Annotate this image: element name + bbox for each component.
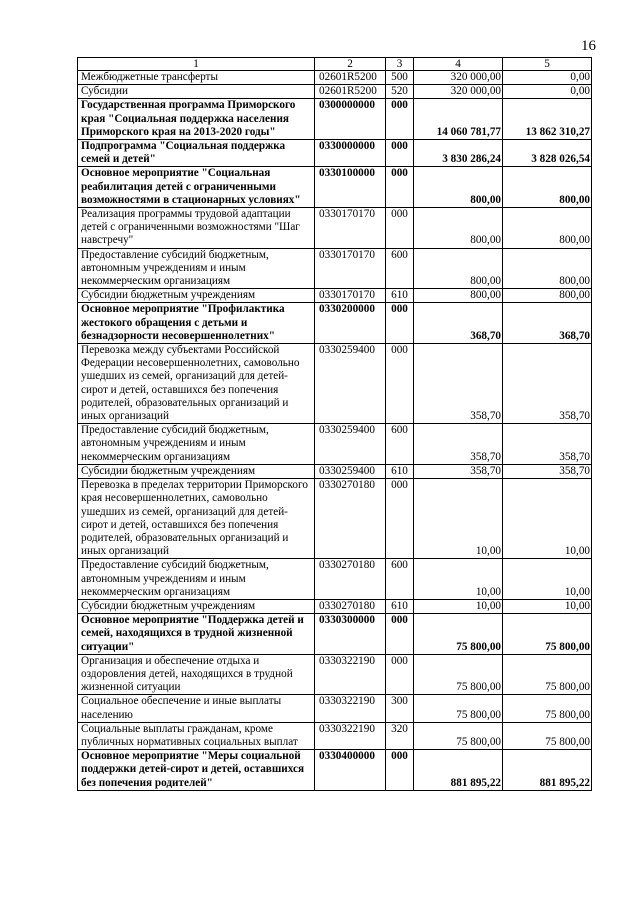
row-amount-col5-cell: 75 800,00: [503, 654, 592, 695]
header-cell: 5: [503, 58, 592, 71]
row-name-cell: Подпрограмма "Социальная поддержка семей и детей": [78, 140, 315, 167]
row-code-cell: 0330322190: [315, 695, 386, 722]
row-type-cell: 000: [386, 208, 414, 249]
table-row: [78, 695, 592, 722]
row-amount-col4-cell: 358,70: [414, 424, 503, 465]
row-code-cell: 0330000000: [315, 140, 386, 167]
row-amount-col4-cell: 10,00: [414, 559, 503, 600]
row-amount-col5-cell: 358,70: [503, 344, 592, 424]
row-amount-col5-cell: 800,00: [503, 167, 592, 208]
row-code-cell: 0330100000: [315, 167, 386, 208]
row-name-cell: Основное мероприятие "Меры социальной поддержки детей-сирот и детей, оставшихся без попечения родителей": [78, 750, 315, 791]
row-name-cell: Основное мероприятие "Поддержка детей и семей, находящихся в трудной жизненной ситуации": [78, 614, 315, 655]
table-row: [78, 208, 592, 249]
row-amount-col5-cell: 800,00: [503, 208, 592, 249]
row-name-cell: Субсидии бюджетным учреждениям: [78, 464, 315, 478]
row-amount-col5-cell: 75 800,00: [503, 614, 592, 655]
row-type-cell: 610: [386, 289, 414, 303]
row-code-cell: 0330270180: [315, 559, 386, 600]
row-amount-col5-cell: 800,00: [503, 248, 592, 289]
row-name-cell: Социальное обеспечение и иные выплаты населению: [78, 695, 315, 722]
row-name-cell: Реализация программы трудовой адаптации детей с ограниченными возможностями "Шаг навстречу": [78, 208, 315, 249]
row-name-cell: Основное мероприятие "Социальная реабилитация детей с ограниченными возможностями в стационарных условиях": [78, 167, 315, 208]
row-amount-col4-cell: 14 060 781,77: [414, 99, 503, 140]
row-name-cell: Социальные выплаты гражданам, кроме публичных нормативных социальных выплат: [78, 722, 315, 749]
row-amount-col4-cell: 75 800,00: [414, 614, 503, 655]
table-row: [78, 464, 592, 478]
row-name-cell: Основное мероприятие "Профилактика жестокого обращения с детьми и безнадзорности несовершеннолетних": [78, 303, 315, 344]
row-code-cell: 0330270180: [315, 479, 386, 559]
table-row: [78, 140, 592, 167]
row-amount-col5-cell: 0,00: [503, 71, 592, 85]
row-code-cell: 02601R5200: [315, 85, 386, 99]
row-code-cell: 0330300000: [315, 614, 386, 655]
table-row: [78, 99, 592, 140]
row-name-cell: Субсидии бюджетным учреждениям: [78, 289, 315, 303]
row-name-cell: Предоставление субсидий бюджетным, автономным учреждениям и иным некоммерческим организациям: [78, 248, 315, 289]
row-code-cell: 0330259400: [315, 464, 386, 478]
row-amount-col5-cell: 3 828 026,54: [503, 140, 592, 167]
row-type-cell: 610: [386, 599, 414, 613]
row-amount-col4-cell: 800,00: [414, 208, 503, 249]
table-row: [78, 303, 592, 344]
row-name-cell: Предоставление субсидий бюджетным, автономным учреждениям и иным некоммерческим организациям: [78, 559, 315, 600]
row-amount-col5-cell: 800,00: [503, 289, 592, 303]
table-row: [78, 289, 592, 303]
row-type-cell: 000: [386, 99, 414, 140]
row-amount-col4-cell: 10,00: [414, 599, 503, 613]
row-code-cell: 0330170170: [315, 208, 386, 249]
row-code-cell: 0330400000: [315, 750, 386, 791]
row-code-cell: 0330270180: [315, 599, 386, 613]
row-type-cell: 000: [386, 479, 414, 559]
row-type-cell: 600: [386, 559, 414, 600]
header-cell: 3: [386, 58, 414, 71]
row-type-cell: 000: [386, 750, 414, 791]
table-row: [78, 614, 592, 655]
table-row: [78, 71, 592, 85]
row-type-cell: 000: [386, 654, 414, 695]
row-name-cell: Субсидии: [78, 85, 315, 99]
row-type-cell: 600: [386, 424, 414, 465]
row-amount-col4-cell: 800,00: [414, 167, 503, 208]
row-type-cell: 610: [386, 464, 414, 478]
table-row: [78, 479, 592, 559]
table-row: [78, 85, 592, 99]
row-name-cell: Государственная программа Приморского края "Социальная поддержка населения Приморского края на 2013-2020 годы": [78, 99, 315, 140]
header-cell: 2: [315, 58, 386, 71]
row-type-cell: 000: [386, 614, 414, 655]
row-name-cell: Межбюджетные трансферты: [78, 71, 315, 85]
header-cell: 4: [414, 58, 503, 71]
row-name-cell: Организация и обеспечение отдыха и оздоровления детей, находящихся в трудной жизненной ситуации: [78, 654, 315, 695]
row-amount-col4-cell: 320 000,00: [414, 71, 503, 85]
row-amount-col4-cell: 10,00: [414, 479, 503, 559]
row-amount-col5-cell: 75 800,00: [503, 695, 592, 722]
row-amount-col5-cell: 358,70: [503, 424, 592, 465]
row-code-cell: 0300000000: [315, 99, 386, 140]
row-code-cell: 0330259400: [315, 424, 386, 465]
row-name-cell: Перевозка в пределах территории Приморского края несовершеннолетних, самовольно ушедших из семей, организаций для детей-сирот и детей, оставшихся без попечения родителей, образовательных организаций и иных организаций: [78, 479, 315, 559]
row-amount-col4-cell: 800,00: [414, 248, 503, 289]
table-row: [78, 344, 592, 424]
row-type-cell: 000: [386, 140, 414, 167]
row-amount-col5-cell: 10,00: [503, 599, 592, 613]
row-amount-col5-cell: 13 862 310,27: [503, 99, 592, 140]
row-code-cell: 0330170170: [315, 289, 386, 303]
table-body: [78, 71, 592, 791]
table-row: [78, 750, 592, 791]
row-code-cell: 0330322190: [315, 654, 386, 695]
row-amount-col4-cell: 75 800,00: [414, 654, 503, 695]
row-name-cell: Предоставление субсидий бюджетным, автономным учреждениям и иным некоммерческим организациям: [78, 424, 315, 465]
table-row: [78, 599, 592, 613]
row-amount-col5-cell: 0,00: [503, 85, 592, 99]
row-code-cell: 0330170170: [315, 248, 386, 289]
row-amount-col5-cell: 10,00: [503, 559, 592, 600]
row-code-cell: 0330200000: [315, 303, 386, 344]
row-amount-col4-cell: 320 000,00: [414, 85, 503, 99]
row-type-cell: 000: [386, 303, 414, 344]
row-amount-col4-cell: 358,70: [414, 344, 503, 424]
row-amount-col5-cell: 881 895,22: [503, 750, 592, 791]
row-type-cell: 000: [386, 167, 414, 208]
table-row: [78, 167, 592, 208]
row-amount-col4-cell: 75 800,00: [414, 722, 503, 749]
row-code-cell: 0330259400: [315, 344, 386, 424]
row-amount-col5-cell: 10,00: [503, 479, 592, 559]
row-type-cell: 300: [386, 695, 414, 722]
row-amount-col4-cell: 368,70: [414, 303, 503, 344]
row-type-cell: 600: [386, 248, 414, 289]
row-type-cell: 000: [386, 344, 414, 424]
row-type-cell: 520: [386, 85, 414, 99]
row-amount-col4-cell: 75 800,00: [414, 695, 503, 722]
table-row: [78, 424, 592, 465]
budget-table: [77, 57, 592, 791]
row-amount-col5-cell: 358,70: [503, 464, 592, 478]
page-number: 16: [581, 38, 596, 54]
row-amount-col5-cell: 368,70: [503, 303, 592, 344]
row-amount-col4-cell: 800,00: [414, 289, 503, 303]
table-row: [78, 722, 592, 749]
row-amount-col4-cell: 3 830 286,24: [414, 140, 503, 167]
row-name-cell: Перевозка между субъектами Российской Федерации несовершеннолетних, самовольно ушедших из семей, организаций для детей-сирот и детей, оставшихся без попечения родителей, образовательных организаций и иных организаций: [78, 344, 315, 424]
header-cell: 1: [78, 58, 315, 71]
row-amount-col4-cell: 358,70: [414, 464, 503, 478]
table-header-row: [78, 58, 592, 71]
row-type-cell: 500: [386, 71, 414, 85]
row-amount-col5-cell: 75 800,00: [503, 722, 592, 749]
row-type-cell: 320: [386, 722, 414, 749]
row-code-cell: 0330322190: [315, 722, 386, 749]
table-row: [78, 654, 592, 695]
row-name-cell: Субсидии бюджетным учреждениям: [78, 599, 315, 613]
table-row: [78, 559, 592, 600]
row-code-cell: 02601R5200: [315, 71, 386, 85]
table-row: [78, 248, 592, 289]
row-amount-col4-cell: 881 895,22: [414, 750, 503, 791]
